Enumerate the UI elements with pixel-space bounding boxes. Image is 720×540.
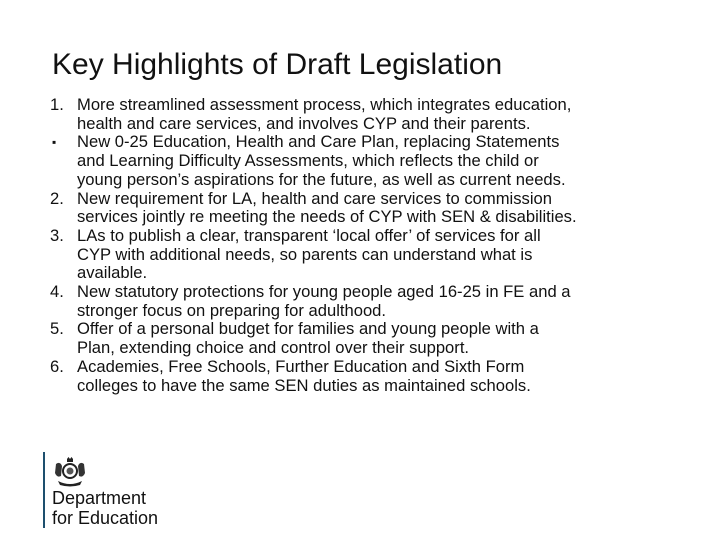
list-item-text: stronger focus on preparing for adulthood. <box>77 300 387 320</box>
slide-title: Key Highlights of Draft Legislation <box>52 48 503 81</box>
list-item <box>50 96 710 133</box>
list-item-text: available. <box>77 263 148 283</box>
list-item <box>50 320 710 357</box>
list-marker: 3. <box>50 225 64 245</box>
royal-coat-of-arms-icon <box>52 456 88 488</box>
list-marker: 2. <box>50 188 64 208</box>
list-item-text: colleges to have the same SEN duties as maintained schools. <box>77 375 531 395</box>
list-item-text: and Learning Difficulty Assessments, which reflects the child or <box>77 151 539 171</box>
list-item-text: New 0-25 Education, Health and Care Plan, replacing Statements <box>77 132 560 152</box>
logo-line-2: for Education <box>52 508 159 528</box>
list-item-text: Plan, extending choice and control over their support. <box>77 338 470 358</box>
list-item <box>50 358 710 395</box>
highlights-list <box>50 96 710 395</box>
list-item-text: services jointly re meeting the needs of CYP with SEN & disabilities. <box>77 207 577 227</box>
list-item-text: More streamlined assessment process, which integrates education, <box>77 95 572 114</box>
list-marker: 6. <box>50 356 64 376</box>
list-item-text: young person’s aspirations for the future, as well as current needs. <box>77 169 566 189</box>
list-item <box>50 227 710 283</box>
list-item-text: Academies, Free Schools, Further Education and Sixth Form <box>77 356 525 376</box>
logo-divider <box>43 452 45 528</box>
list-item-text: New statutory protections for young people aged 16-25 in FE and a <box>77 282 571 302</box>
list-marker: 5. <box>50 319 64 339</box>
logo-line-1: Department <box>52 488 147 508</box>
list-item <box>50 190 710 227</box>
list-item-text: New requirement for LA, health and care services to commission <box>77 188 552 208</box>
list-item-text: LAs to publish a clear, transparent ‘local offer’ of services for all <box>77 225 541 245</box>
list-marker: 4. <box>50 282 64 302</box>
list-marker: ▪ <box>52 135 57 150</box>
list-item-text: CYP with additional needs, so parents can understand what is <box>77 244 533 264</box>
list-item-text: Offer of a personal budget for families and young people with a <box>77 319 539 339</box>
list-marker: 1. <box>50 95 64 114</box>
list-item <box>50 283 710 320</box>
department-for-education-logo <box>43 452 183 532</box>
list-item <box>50 133 710 189</box>
list-item-text: health and care services, and involves CYP and their parents. <box>77 113 531 133</box>
